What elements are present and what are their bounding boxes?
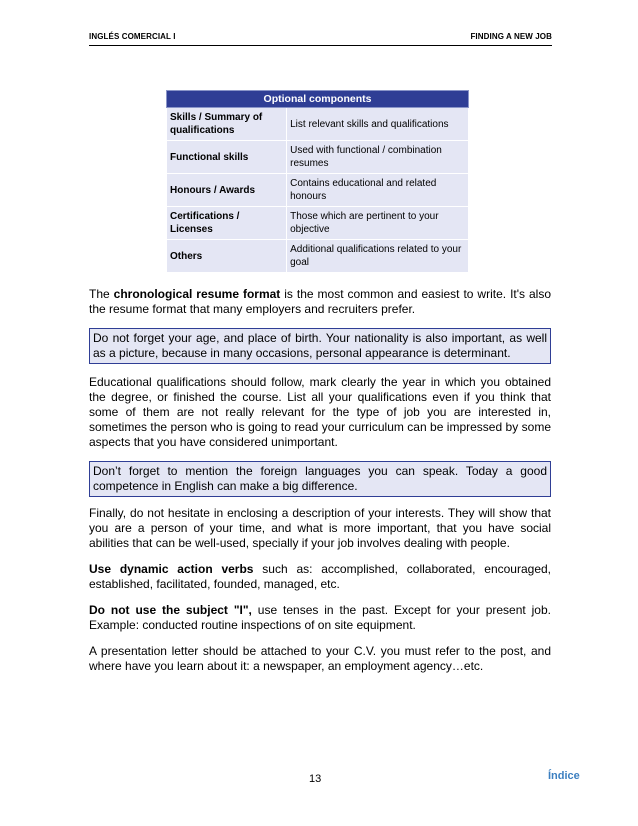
table-title: Optional components xyxy=(167,91,469,108)
component-description: Additional qualifications related to your goal xyxy=(287,240,469,273)
header-course-title: INGLÉS COMERCIAL I xyxy=(89,32,176,41)
component-description: Used with functional / combination resumes xyxy=(287,141,469,174)
header-divider xyxy=(89,45,552,46)
table-row xyxy=(167,207,469,240)
running-header xyxy=(89,32,552,44)
table-row xyxy=(167,174,469,207)
subject-term: Do not use the subject "I", xyxy=(89,603,252,617)
table-row xyxy=(167,240,469,273)
component-description: Those which are pertinent to your objective xyxy=(287,207,469,240)
page-number: 13 xyxy=(309,773,322,785)
index-link[interactable]: Índice xyxy=(548,770,580,782)
component-name: Honours / Awards xyxy=(167,174,287,207)
paragraph-interests: Finally, do not hesitate in enclosing a description of your interests. They will show that you are a person of your time, and what is more important, that you have social abilities that can be well-used, specially if your job involves dealing with people. xyxy=(89,506,551,550)
table-header-row xyxy=(167,91,469,108)
component-name: Others xyxy=(167,240,287,273)
component-description: List relevant skills and qualifications xyxy=(287,108,469,141)
body-text xyxy=(89,287,551,685)
component-description: Contains educational and related honours xyxy=(287,174,469,207)
chronological-format-term: chronological resume format xyxy=(113,287,281,301)
table-row xyxy=(167,141,469,174)
optional-components-table xyxy=(166,90,469,273)
component-name: Certifications / Licenses xyxy=(167,207,287,240)
paragraph-education: Educational qualifications should follow, mark clearly the year in which you obtained the degree, or finished the course. List all your qualifications even if you think that some of them are not really relevant for the type of job you are interested in, sometimes the person who is going to read your curriculum can be impressed by some aspects that you have considered unimportant. xyxy=(89,375,551,449)
tip-box-languages: Don’t forget to mention the foreign languages you can speak. Today a good competence in English can make a big difference. xyxy=(89,461,551,497)
component-name: Skills / Summary of qualifications xyxy=(167,108,287,141)
paragraph-chronological-format: The chronological resume format is the most common and easiest to write. It's also the resume format that many employers and recruiters prefer. xyxy=(89,287,552,316)
table-row xyxy=(167,108,469,141)
paragraph-action-verbs: Use dynamic action verbs such as: accomplished, collaborated, encouraged, established, facilitated, founded, managed, etc. xyxy=(89,562,552,591)
action-verbs-term: Use dynamic action verbs xyxy=(89,562,254,576)
tip-box-personal-details: Do not forget your age, and place of birth. Your nationality is also important, as well as a picture, because in many occasions, personal appearance is determinant. xyxy=(89,328,551,364)
component-name: Functional skills xyxy=(167,141,287,174)
paragraph-presentation-letter: A presentation letter should be attached to your C.V. you must refer to the post, and where have you learn about it: a newspaper, an employment agency…etc. xyxy=(89,644,551,673)
paragraph-subject: Do not use the subject "I", use tenses in the past. Except for your present job. Example: conducted routine inspections of on site equipment. xyxy=(89,603,551,632)
header-chapter-title: FINDING A NEW JOB xyxy=(470,32,552,41)
